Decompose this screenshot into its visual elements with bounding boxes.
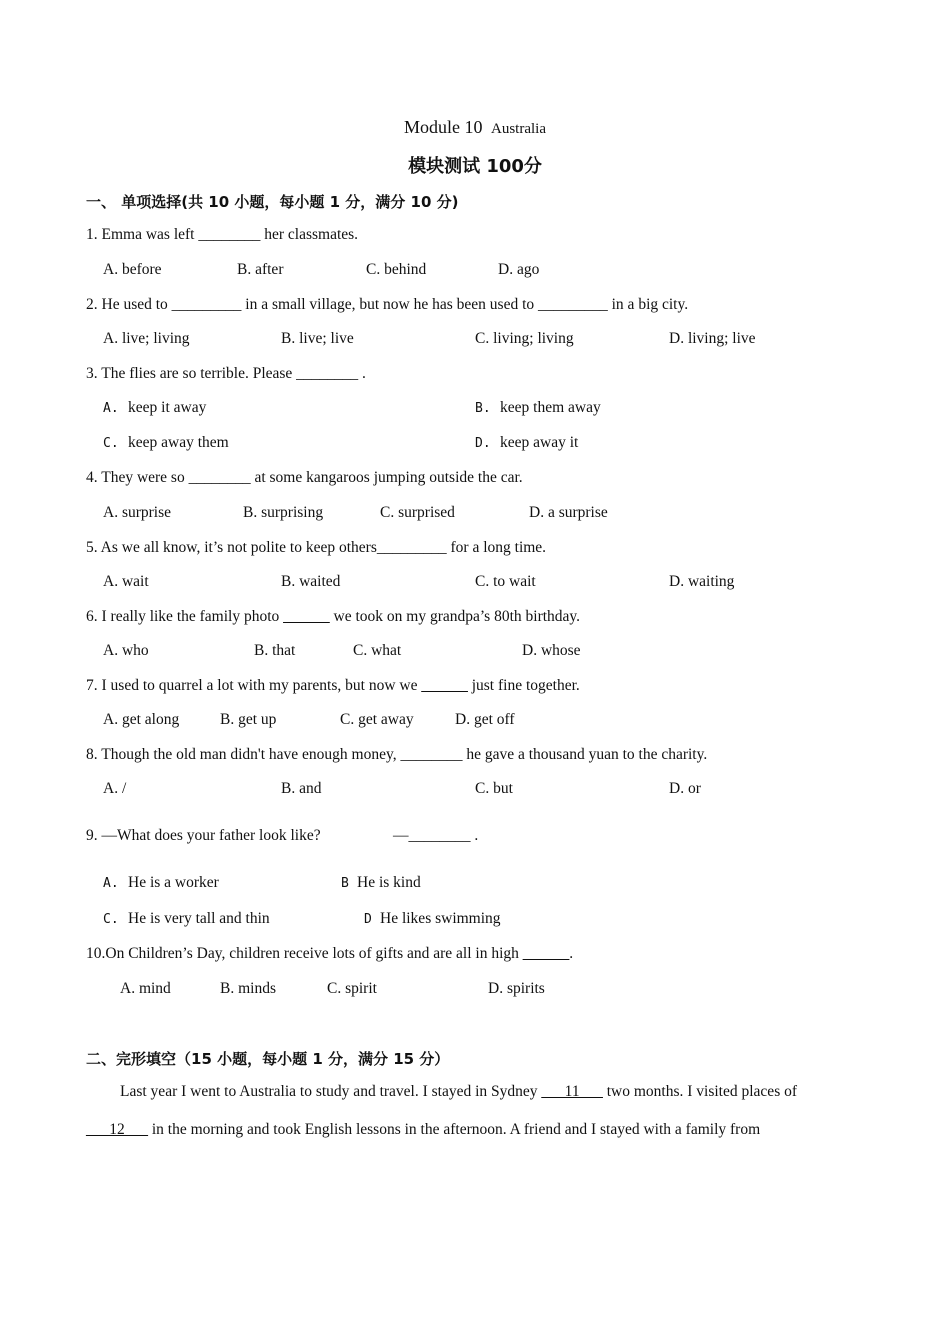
q9-reply: —________ . (393, 827, 479, 844)
question-9: 9. —What does your father look like? (86, 827, 321, 844)
q4-option-a: A. surprise (103, 504, 172, 521)
q1-option-c: C. behind (366, 261, 427, 278)
q6-stem-post: we took on my grandpa’s 80th birthday. (329, 608, 581, 625)
cloze-line1-pre: Last year I went to Australia to study and travel. I stayed in Sydney (120, 1083, 542, 1100)
q5-option-a: A. wait (103, 573, 149, 590)
section-heading-1: 一、 单项选择(共 10 小题，每小题 1 分，满分 10 分) (86, 193, 459, 211)
q9-option-a: He is a worker (128, 874, 219, 891)
q3-option-a: keep it away (128, 399, 207, 416)
cloze-blank-11: ___11___ (541, 1083, 603, 1100)
q7-blank: ______ (421, 677, 468, 694)
q2-option-a: A. live; living (103, 330, 190, 347)
q10-option-b: B. minds (220, 980, 276, 997)
question-1: 1. Emma was left ________ her classmates. (86, 226, 359, 243)
q7-option-b: B. get up (220, 711, 277, 728)
q3-option-c-letter: C. (103, 436, 119, 451)
question-3: 3. The flies are so terrible. Please ________ . (86, 365, 366, 382)
q7-stem-post: just fine together. (467, 677, 580, 694)
cloze-line2-post: in the morning and took English lessons in the afternoon. A friend and I stayed with a family from (148, 1121, 761, 1138)
q1-option-a: A. before (103, 261, 162, 278)
q1-option-d: D. ago (498, 261, 540, 278)
cloze-blank-12: ___12___ (86, 1121, 148, 1138)
question-7 (86, 677, 580, 695)
q3-option-a-letter: A. (103, 401, 119, 416)
q3-option-b-letter: B. (475, 401, 491, 416)
q6-option-c: C. what (353, 642, 402, 659)
q9-option-d: He likes swimming (380, 910, 501, 927)
q7-option-d: D. get off (455, 711, 515, 728)
q8-option-a: A. / (103, 780, 127, 797)
q9-option-c: He is very tall and thin (128, 910, 270, 927)
q3-option-b: keep them away (500, 399, 601, 416)
q9-option-c-letter: C. (103, 912, 119, 927)
q4-option-c: C. surprised (380, 504, 455, 521)
q2-option-b: B. live; live (281, 330, 354, 347)
q10-stem-post: . (569, 945, 574, 962)
q5-option-b: B. waited (281, 573, 341, 590)
q5-option-c: C. to wait (475, 573, 536, 590)
cloze-line1-post: two months. I visited places of (602, 1083, 798, 1100)
q7-stem-pre: 7. I used to quarrel a lot with my parents, but now we (86, 677, 422, 694)
q4-option-b: B. surprising (243, 504, 324, 521)
title-sub: Australia (491, 121, 546, 137)
q6-option-b: B. that (254, 642, 296, 659)
q9-option-b-letter: B (341, 876, 349, 891)
q9-option-a-letter: A. (103, 876, 119, 891)
q7-option-c: C. get away (340, 711, 414, 728)
q6-option-a: A. who (103, 642, 149, 659)
section-heading-2: 二、完形填空（15 小题，每小题 1 分，满分 15 分） (86, 1050, 450, 1068)
q1-option-b: B. after (237, 261, 284, 278)
q10-blank: ______ (522, 945, 570, 962)
q2-option-d: D. living; live (669, 330, 756, 347)
q3-option-d: keep away it (500, 434, 579, 451)
q3-option-d-letter: D. (475, 436, 491, 451)
q10-option-d: D. spirits (488, 980, 545, 997)
question-2: 2. He used to _________ in a small village, but now he has been used to _________ in a big city. (86, 296, 689, 313)
q5-option-d: D. waiting (669, 573, 735, 590)
q10-option-c: C. spirit (327, 980, 377, 997)
q3-option-c: keep away them (128, 434, 229, 451)
q2-option-c: C. living; living (475, 330, 574, 347)
q10-stem-pre: 10.On Children’s Day, children receive lots of gifts and are all in high (86, 945, 523, 962)
title-main: Module 10 (404, 117, 483, 137)
cloze-line-2 (86, 1121, 760, 1139)
cloze-line-1 (120, 1083, 797, 1101)
question-4: 4. They were so ________ at some kangaroos jumping outside the car. (86, 469, 523, 486)
q7-option-a: A. get along (103, 711, 180, 728)
page-title (0, 117, 950, 138)
question-6 (86, 608, 580, 626)
q4-option-d: D. a surprise (529, 504, 608, 521)
q10-option-a: A. mind (120, 980, 171, 997)
q8-option-b: B. and (281, 780, 322, 797)
q8-option-d: D. or (669, 780, 701, 797)
q9-option-b: He is kind (357, 874, 421, 891)
q6-blank: ______ (283, 608, 330, 625)
q6-option-d: D. whose (522, 642, 581, 659)
page-subtitle: 模块测试 100分 (408, 156, 542, 177)
question-8: 8. Though the old man didn't have enough money, ________ he gave a thousand yuan to the charity. (86, 746, 708, 763)
question-5: 5. As we all know, it’s not polite to keep others_________ for a long time. (86, 539, 547, 556)
q8-option-c: C. but (475, 780, 513, 797)
question-10 (86, 945, 573, 963)
q6-stem-pre: 6. I really like the family photo (86, 608, 284, 625)
q9-option-d-letter: D (364, 912, 372, 927)
